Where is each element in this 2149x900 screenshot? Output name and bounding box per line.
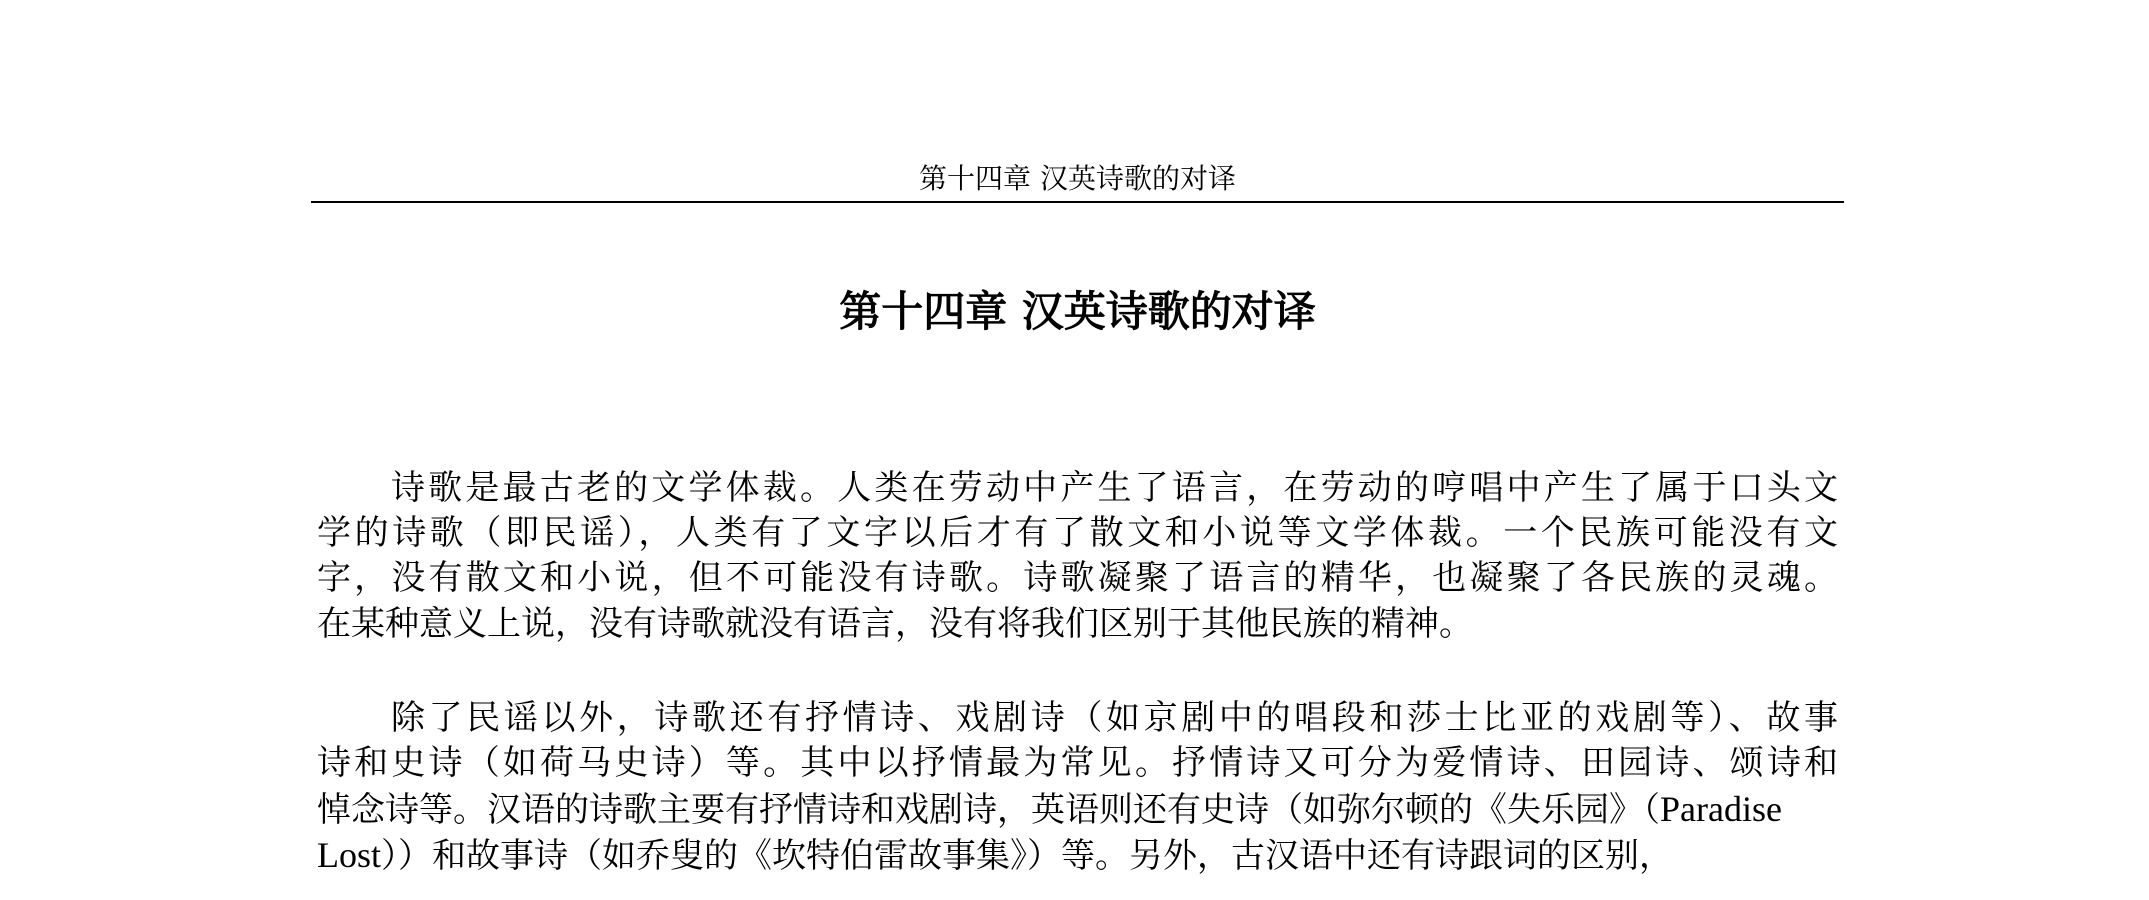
paragraph-2-line-4 xyxy=(317,832,1838,879)
paragraph-1-line-2: 学的诗歌（即民谣），人类有了文字以后才有了散文和小说等文学体裁。一个民族可能没有文 xyxy=(317,513,1838,553)
paragraph-2-line-3-latin: Paradise xyxy=(1660,789,1782,829)
paragraph-1-line-3: 字，没有散文和小说，但不可能没有诗歌。诗歌凝聚了语言的精华，也凝聚了各民族的灵魂。 xyxy=(317,558,1838,598)
paragraph-2-line-2: 诗和史诗（如荷马史诗）等。其中以抒情最为常见。抒情诗又可分为爱情诗、田园诗、颂诗和 xyxy=(317,743,1838,783)
paragraph-1-line-4: 在某种意义上说，没有诗歌就没有语言，没有将我们区别于其他民族的精神。 xyxy=(317,604,1473,644)
header-rule xyxy=(311,201,1844,203)
paragraph-1-line-1: 诗歌是最古老的文学体裁。人类在劳动中产生了语言，在劳动的哼唱中产生了属于口头文 xyxy=(391,468,1838,508)
chapter-title: 第十四章 汉英诗歌的对译 xyxy=(839,287,1316,336)
paragraph-2-line-4-latin: Lost xyxy=(317,835,382,875)
paragraph-2-line-1: 除了民谣以外，诗歌还有抒情诗、戏剧诗（如京剧中的唱段和莎士比亚的戏剧等）、故事 xyxy=(391,698,1838,738)
paragraph-2-line-3 xyxy=(317,786,1838,833)
paragraph-2-line-3-text: 悼念诗等。汉语的诗歌主要有抒情诗和戏剧诗，英语则还有史诗（如弥尔顿的《失乐园》（ xyxy=(317,790,1660,830)
paragraph-2-line-4-text: ））和故事诗（如乔叟的《坎特伯雷故事集》）等。另外，古汉语中还有诗跟词的区别， xyxy=(381,836,1674,876)
running-header: 第十四章 汉英诗歌的对译 xyxy=(919,162,1236,195)
